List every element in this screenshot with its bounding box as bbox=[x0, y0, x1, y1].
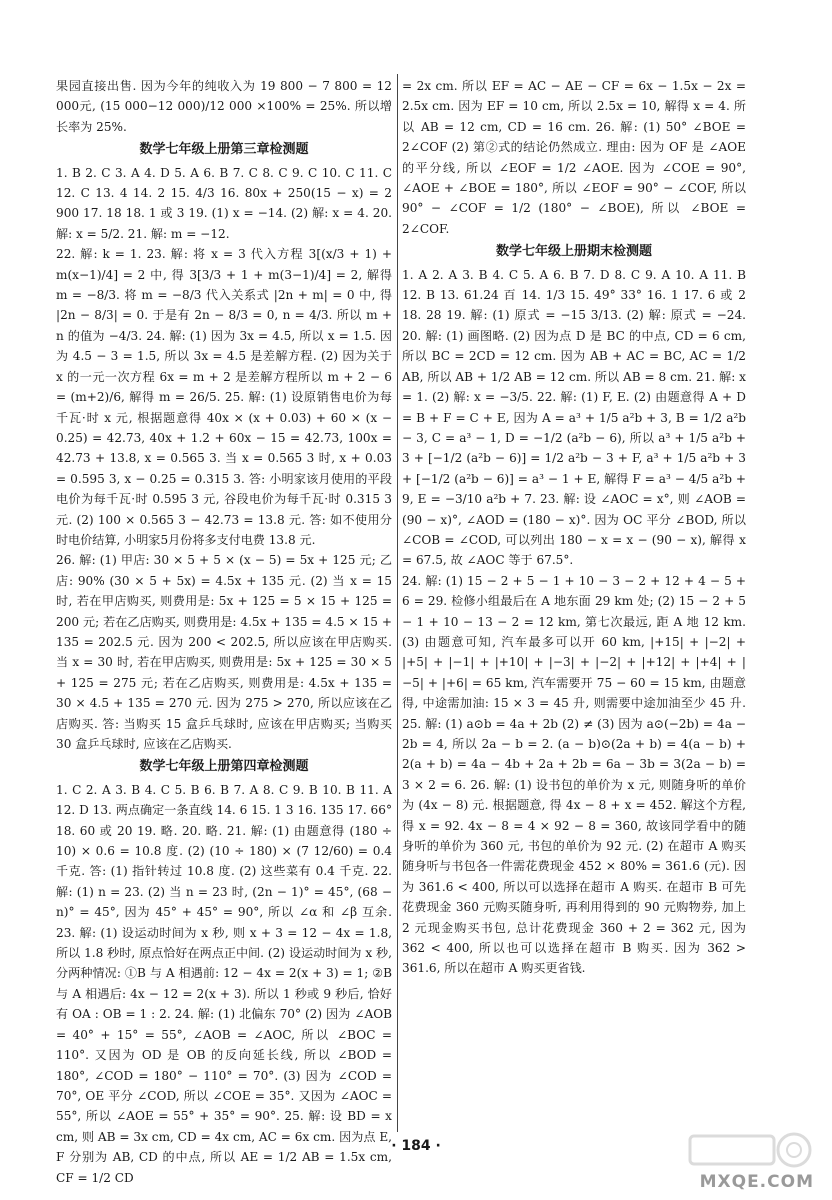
answer-paragraph: 22. 解: k = 1. 23. 解: 将 x = 3 代入方程 3[(x/3 + 1) + m(x−1)/4] = 2 中, 得 3[3/3 + 1 + m(3−1)/4] = 2, 解得 m = −8/3. 将 m = −8/3 代入关系式 |2n + m| = 0 中, 得 |2n − 8/3| = 0. 于是有 2n − 8/3 = 0, n = 4/3. 所以 m + n 的值为 −4/3. 24. 解: (1) 因为 3x = 4.5, 所以 x = 1.5. 因为 4.5 − 3 = 1.5, 所以 3x = 4.5 是差解方程. (2) 因为关于 x 的一元一次方程 6x = m + 2 是差解方程所以 m + 2 − 6 = (m+2)/6, 解得 m = 26/5. 25. 解: (1) 设原销售电价为每千瓦·时 x 元, 根据题意得 40x × (x + 0.03) + 60 × (x − 0.25) = 42.73, 40x + 1.2 + 60x − 15 = 42.73, 100x = 42.73 + 13.8, x = 0.565 3. 当 x = 0.565 3 时, x + 0.03 = 0.595 3, x − 0.25 = 0.315 3. 答: 小明家该月使用的平段电价为每千瓦·时 0.595 3 元, 谷段电价为每千瓦·时 0.315 3 元. (2) 100 × 0.565 3 − 42.73 = 13.8 元. 答: 如不使用分时电价结算, 小明家5月份将多支付电费 13.8 元. bbox=[56, 247, 392, 547]
answer-paragraph: 1. B 2. C 3. A 4. D 5. A 6. B 7. C 8. C 9. C 10. C 11. C 12. C 13. 4 14. 2 15. 4/3 16. 80x + 250(15 − x) = 2 900 17. 18 18. 1 或 3 19. (1) x = −14. (2) 解: x = 4. 20. 解: x = 5/2. 21. 解: m = −12. bbox=[56, 165, 392, 241]
answer-paragraph: 1. A 2. A 3. B 4. C 5. A 6. B 7. D 8. C 9. A 10. A 11. B 12. B 13. 61.24 百 14. 1/3 15. 49° 33° 16. 1 17. 6 或 2 18. 28 19. 解: (1) 原式 = −15 3/13. (2) 解: 原式 = −24. 20. 解: (1) 画图略. (2) 因为点 D 是 BC 的中点, CD = 6 cm, 所以 BC = 2CD = 12 cm. 因为 AB + AC = BC, AC = 1/2 AB, 所以 AB + 1/2 AB = 12 cm. 所以 AB = 8 cm. 21. 解: x = 1. (2) 解: x = −3/5. 22. 解: (1) F, E. (2) 由题意得 A + D = B + F = C + E, 因为 A = a³ + 1/5 a²b + 3, B = 1/2 a²b − 3, C = a³ − 1, D = −1/2 (a²b − 6), 所以 a³ + 1/5 a²b + 3 + [−1/2 (a²b − 6)] = 1/2 a²b − 3 + F, a³ + 1/5 a²b + 3 + [−1/2 (a²b − 6)] = a³ − 1 + E, 解得 F = a³ − 4/5 a²b + 9, E = −3/10 a²b + 7. 23. 解: 设 ∠AOC = x°, 则 ∠AOB = (90 − x)°, ∠AOD = (180 − x)°. 因为 OC 平分 ∠BOD, 所以 ∠COB = ∠COD, 可以列出 180 − x = x − (90 − x), 解得 x = 67.5, 故 ∠AOC 等于 67.5°. bbox=[402, 267, 746, 568]
answer-paragraph: 果园直接出售. 因为今年的纯收入为 19 800 − 7 800 = 12 000元, (15 000−12 000)/12 000 ×100% = 25%. 所以增长率为 25%. bbox=[56, 79, 392, 134]
chapter4-heading: 数学七年级上册第四章检测题 bbox=[139, 759, 309, 775]
answer-paragraph: 24. 解: (1) 15 − 2 + 5 − 1 + 10 − 3 − 2 + 12 + 4 − 5 + 6 = 29. 检修小组最后在 A 地东面 29 km 处; (2) 15 − 2 + 5 − 1 + 10 − 13 − 2 = 12 km, 第七次最远, 距 A 地 12 km. (3) 由题意可知, 汽车最多可以开 60 km, |+15| + |−2| + |+5| + |−1| + |+10| + |−3| + |−2| + |+12| + |+4| + |−5| + |+6| = 65 km, 汽车需要开 75 − 60 = 15 km, 由题意得, 中途需加油: 15 × 3 = 45 升, 则需要中途加油至少 45 升. 25. 解: (1) a⊙b = 4a + 2b (2) ≠ (3) 因为 a⊙(−2b) = 4a − 2b = 4, 所以 2a − b = 2. (a − b)⊙(2a + b) = 4(a − b) + 2(a + b) = 4a − 4b + 2a + 2b = 6a − 3b = 3(2a − b) = 3 × 2 = 6. 26. 解: (1) 设书包的单价为 x 元, 则随身听的单价为 (4x − 8) 元. 根据题意, 得 4x − 8 + x = 452. 解这个方程, 得 x = 92. 4x − 8 = 4 × 92 − 8 = 360, 故该同学看中的随身听的单价为 360 元, 书包的单价为 92 元. (2) 在超市 A 购买随身听与书包各一件需花费现金 452 × 80% = 361.6 (元). 因为 361.6 < 400, 所以可以选择在超市 A 购买. 在超市 B 可先花费现金 360 元购买随身听, 再利用得到的 90 元购物券, 加上 2 元现金购买书包, 总计花费现金 360 + 2 = 362 元, 因为 362 < 400, 所以也可以选择在超市 B 购买. 因为 362 > 361.6, 所以在超市 A 购买更省钱. bbox=[402, 573, 746, 976]
page-number: · 184 · bbox=[391, 1138, 441, 1154]
left-column bbox=[56, 76, 392, 1188]
final-exam-heading: 数学七年级上册期末检测题 bbox=[495, 244, 652, 260]
chapter3-heading: 数学七年级上册第三章检测题 bbox=[139, 142, 309, 158]
right-column bbox=[402, 76, 746, 979]
column-divider bbox=[397, 74, 398, 1132]
answer-paragraph: 1. C 2. A 3. B 4. C 5. B 6. B 7. A 8. C 9. B 10. B 11. A 12. D 13. 两点确定一条直线 14. 6 15. 1 3 16. 135 17. 66° 18. 60 或 20 19. 略. 20. 略. 21. 解: (1) 由题意得 (180 ÷ 10) × 0.6 = 10.8 度. (2) (10 ÷ 180) × (7 12/60) = 0.4 千克. 答: (1) 指针转过 10.8 度. (2) 这些菜有 0.4 千克. 22. 解: (1) n = 23. (2) 当 n = 23 时, (2n − 1)° = 45°, (68 − n)° = 45°, 因为 45° + 45° = 90°, 所以 ∠α 和 ∠β 互余. 23. 解: (1) 设运动时间为 x 秒, 则 x + 3 = 12 − 4x = 1.8, 所以 1.8 秒时, 原点恰好在两点正中间. (2) 设运动时间为 x 秒, 分两种情况: ①B 与 A 相遇前: 12 − 4x = 2(x + 3) = 1; ②B 与 A 相遇后: 4x − 12 = 2(x + 3). 所以 1 秒或 9 秒后, 恰好有 OA : OB = 1 : 2. 24. 解: (1) 北偏东 70° (2) 因为 ∠AOB = 40° + 15° = 55°, ∠AOB = ∠AOC, 所以 ∠BOC = 110°. 又因为 OD 是 OB 的反向延长线, 所以 ∠BOD = 180°, ∠COD = 180° − 110° = 70°. (3) 因为 ∠COD = 70°, OE 平分 ∠COD, 所以 ∠COE = 35°. 又因为 ∠AOC = 55°, 所以 ∠AOE = 55° + 35° = 90°. 25. 解: 设 BD = x cm, 则 AB = 3x cm, CD = 4x cm, AC = 6x cm. 因为点 E, F 分别为 AB, CD 的中点, 所以 AE = 1/2 AB = 1.5x cm, CF = 1/2 CD bbox=[56, 782, 392, 1185]
answer-paragraph: 26. 解: (1) 甲店: 30 × 5 + 5 × (x − 5) = 5x + 125 元; 乙店: 90% (30 × 5 + 5x) = 4.5x + 135 元. (2) 当 x = 15 时, 若在甲店购买, 则费用是: 5x + 125 = 5 × 15 + 125 = 200 元; 若在乙店购买, 则费用是: 4.5x + 135 = 4.5 × 15 + 135 = 202.5 元. 因为 200 < 202.5, 所以应该在甲店购买. 当 x = 30 时, 若在甲店购买, 则费用是: 5x + 125 = 30 × 5 + 125 = 275 元; 若在乙店购买, 则费用是: 4.5x + 135 = 30 × 4.5 + 135 = 270 元. 因为 275 > 270, 所以应该在乙店购买. 答: 当购买 15 盒乒乓球时, 应该在甲店购买; 当购买 30 盒乒乓球时, 应该在乙店购买. bbox=[56, 553, 392, 751]
answer-paragraph: = 2x cm. 所以 EF = AC − AE − CF = 6x − 1.5x − 2x = 2.5x cm. 因为 EF = 10 cm, 所以 2.5x = 10, 解得 x = 4. 所以 AB = 12 cm, CD = 16 cm. 26. 解: (1) 50° ∠BOE = 2∠COF (2) 第②式的结论仍然成立. 理由: 因为 OF 是 ∠AOE 的平分线, 所以 ∠EOF = 1/2 ∠AOE. 因为 ∠COE = 90°, ∠AOE + ∠BOE = 180°, 所以 ∠EOF = 90° − ∠COF, 所以 90° − ∠COF = 1/2 (180° − ∠BOE), 所以 ∠BOE = 2∠COF. bbox=[402, 79, 746, 236]
watermark-text: MXQE.COM bbox=[699, 1172, 814, 1192]
